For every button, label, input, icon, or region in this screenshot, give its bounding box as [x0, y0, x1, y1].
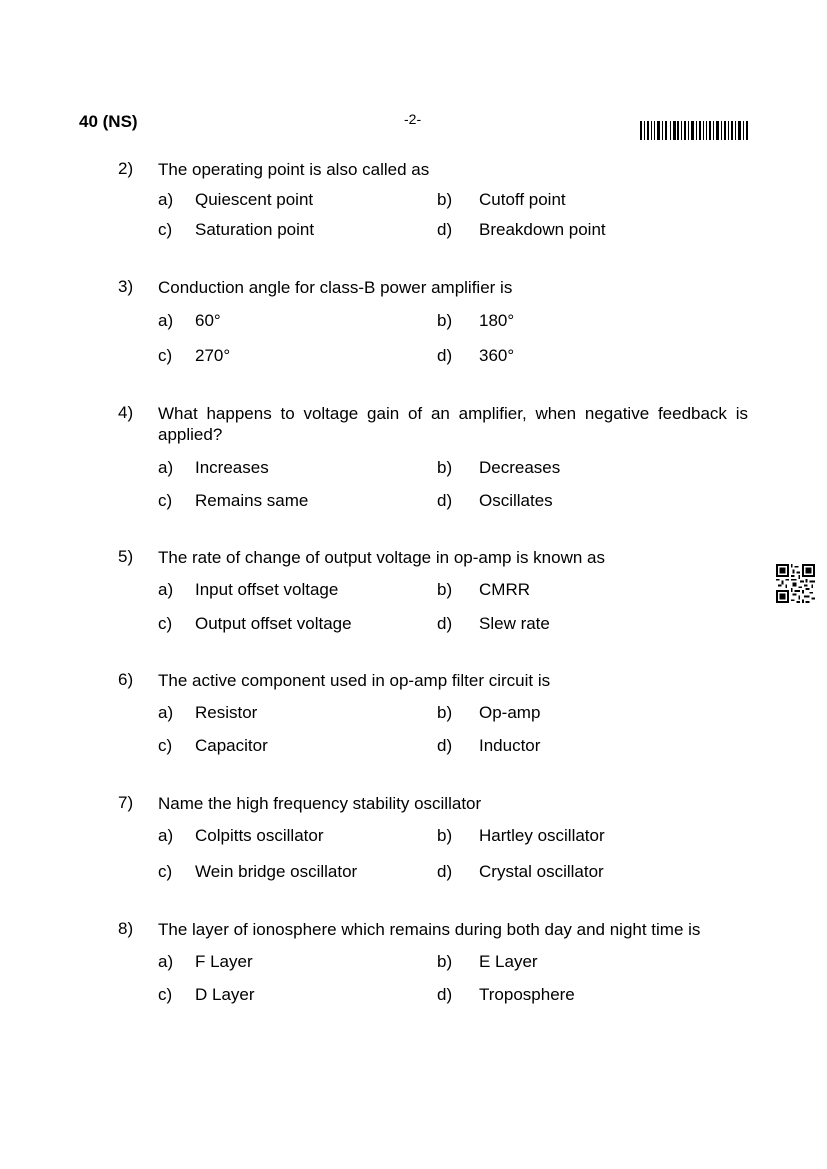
option-label-c: c): [158, 220, 173, 239]
option-label-a: a): [158, 703, 174, 722]
option-text-b: Op-amp: [479, 703, 541, 722]
option-text-c: D Layer: [195, 985, 255, 1004]
option-text-d: Inductor: [479, 736, 541, 755]
option-label-b: b): [437, 952, 453, 971]
option-label-c: c): [158, 736, 173, 755]
option-label-a: a): [158, 952, 174, 971]
option-text-c: Remains same: [195, 491, 309, 510]
option-text-b: CMRR: [479, 580, 530, 599]
option-label-d: d): [437, 220, 453, 239]
paper-code: 40 (NS): [79, 112, 138, 131]
page-number: -2-: [404, 111, 422, 127]
option-label-a: a): [158, 458, 174, 477]
option-text-d: Oscillates: [479, 491, 553, 510]
option-label-b: b): [437, 580, 453, 599]
option-label-c: c): [158, 346, 173, 365]
option-text-b: Hartley oscillator: [479, 826, 605, 845]
option-text-a: Increases: [195, 458, 269, 477]
question-text: The active component used in op-amp filter circuit is: [158, 671, 551, 690]
question-text: Conduction angle for class-B power amplifier is: [158, 278, 513, 297]
option-label-c: c): [158, 491, 173, 510]
question-text: The layer of ionosphere which remains during both day and night time is: [158, 920, 701, 939]
question-number: 5): [118, 547, 134, 566]
option-label-b: b): [437, 826, 453, 845]
question-text: The operating point is also called as: [158, 160, 430, 179]
option-text-d: Slew rate: [479, 614, 550, 633]
option-label-d: d): [437, 346, 453, 365]
option-label-a: a): [158, 190, 174, 209]
option-label-b: b): [437, 311, 453, 330]
option-text-c: Wein bridge oscillator: [195, 862, 358, 881]
question-number: 2): [118, 159, 134, 178]
option-text-a: Quiescent point: [195, 190, 314, 209]
qr-code-icon: [776, 564, 815, 603]
question-number: 7): [118, 793, 134, 812]
option-text-c: Saturation point: [195, 220, 315, 239]
option-text-b: E Layer: [479, 952, 538, 971]
question-text: What happens to voltage gain of an amplifier, when negative feedback is applied?: [158, 404, 748, 444]
option-label-a: a): [158, 826, 174, 845]
option-label-d: d): [437, 862, 453, 881]
option-text-a: F Layer: [195, 952, 253, 971]
option-text-b: Cutoff point: [479, 190, 566, 209]
question-number: 3): [118, 277, 134, 296]
option-text-c: Output offset voltage: [195, 614, 352, 633]
option-label-c: c): [158, 985, 173, 1004]
option-text-d: Troposphere: [479, 985, 575, 1004]
option-text-a: 60°: [195, 311, 221, 330]
option-label-d: d): [437, 985, 453, 1004]
option-text-b: Decreases: [479, 458, 561, 477]
option-text-c: Capacitor: [195, 736, 268, 755]
option-text-d: Crystal oscillator: [479, 862, 604, 881]
option-text-c: 270°: [195, 346, 231, 365]
question-number: 4): [118, 403, 134, 422]
option-label-c: c): [158, 614, 173, 633]
option-label-a: a): [158, 580, 174, 599]
barcode-icon: [640, 121, 748, 140]
question-text: The rate of change of output voltage in op-amp is known as: [158, 548, 605, 567]
question-number: 6): [118, 670, 134, 689]
question-number: 8): [118, 919, 134, 938]
option-label-d: d): [437, 491, 453, 510]
option-text-b: 180°: [479, 311, 515, 330]
option-label-b: b): [437, 703, 453, 722]
option-text-a: Resistor: [195, 703, 258, 722]
option-label-d: d): [437, 614, 453, 633]
option-label-b: b): [437, 458, 453, 477]
option-label-c: c): [158, 862, 173, 881]
option-text-a: Colpitts oscillator: [195, 826, 324, 845]
option-text-d: Breakdown point: [479, 220, 606, 239]
option-text-d: 360°: [479, 346, 515, 365]
option-text-a: Input offset voltage: [195, 580, 339, 599]
question-text: Name the high frequency stability oscillator: [158, 794, 482, 813]
option-label-a: a): [158, 311, 174, 330]
option-label-d: d): [437, 736, 453, 755]
option-label-b: b): [437, 190, 453, 209]
